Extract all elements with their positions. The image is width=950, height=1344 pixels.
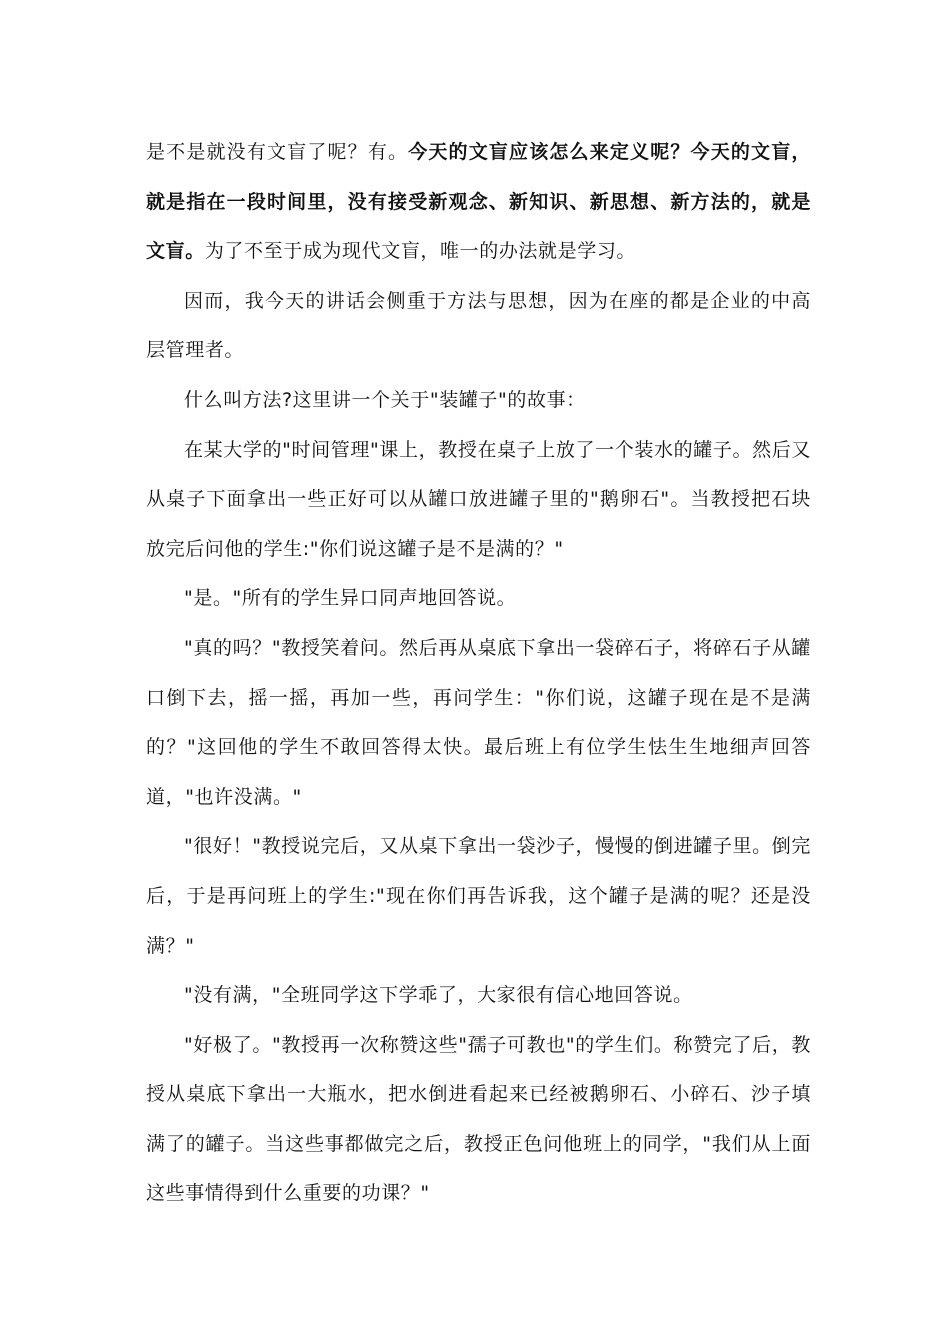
document-body [146, 128, 811, 1219]
paragraph-5 [146, 574, 811, 624]
paragraph-1 [146, 128, 811, 277]
paragraph-4-text: 在某大学的"时间管理"课上，教授在桌子上放了一个装水的罐子。然后又从桌子下面拿出一些正好可以从罐口放进罐子里的"鹅卵石"。当教授把石块放完后问他的学生:"你们说这罐子是不是满的？" [146, 438, 811, 560]
paragraph-6-text: "真的吗？"教授笑着问。然后再从桌底下拿出一袋碎石子，将碎石子从罐口倒下去，摇一摇，再加一些，再问学生："你们说，这罐子现在是不是满的？"这回他的学生不敢回答得太快。最后班上有位学生怯生生地细声回答道，"也许没满。" [146, 636, 811, 808]
paragraph-5-text: "是。"所有的学生异口同声地回答说。 [184, 587, 517, 610]
paragraph-3-text: 什么叫方法?这里讲一个关于"装罐子"的故事： [184, 388, 586, 411]
paragraph-6 [146, 624, 811, 822]
paragraph-1-text-a: 是不是就没有文盲了呢？有。 [146, 141, 409, 163]
paragraph-3 [146, 376, 811, 426]
paragraph-2 [146, 277, 811, 376]
paragraph-2-text: 因而，我今天的讲话会侧重于方法与思想，因为在座的都是企业的中高层管理者。 [146, 289, 811, 362]
paragraph-7-text: "很好！"教授说完后，又从桌下拿出一袋沙子，慢慢的倒进罐子里。倒完后，于是再问班上的学生:"现在你们再告诉我，这个罐子是满的呢？还是没满？" [146, 835, 811, 957]
paragraph-4 [146, 426, 811, 575]
paragraph-8-text: "没有满，"全班同学这下学乖了，大家很有信心地回答说。 [184, 984, 693, 1007]
paragraph-9-text: "好极了。"教授再一次称赞这些"孺子可教也"的学生们。称赞完了后，教授从桌底下拿出一大瓶水，把水倒进看起来已经被鹅卵石、小碎石、沙子填满了的罐子。当这些事都做完之后，教授正色问他班上的同学，"我们从上面这些事情得到什么重要的功课？" [146, 1033, 811, 1205]
paragraph-7 [146, 822, 811, 971]
paragraph-8 [146, 971, 811, 1021]
paragraph-1-bold-definition: 今天的文盲应该怎么来定义呢？今天的文盲，就是指在一段时间里，没有接受新观念、新知识、新思想、新方法的，就是文盲。 [146, 141, 811, 263]
paragraph-1-text-b: 为了不至于成为现代文盲，唯一的办法就是学习。 [204, 240, 637, 263]
paragraph-9 [146, 1021, 811, 1219]
